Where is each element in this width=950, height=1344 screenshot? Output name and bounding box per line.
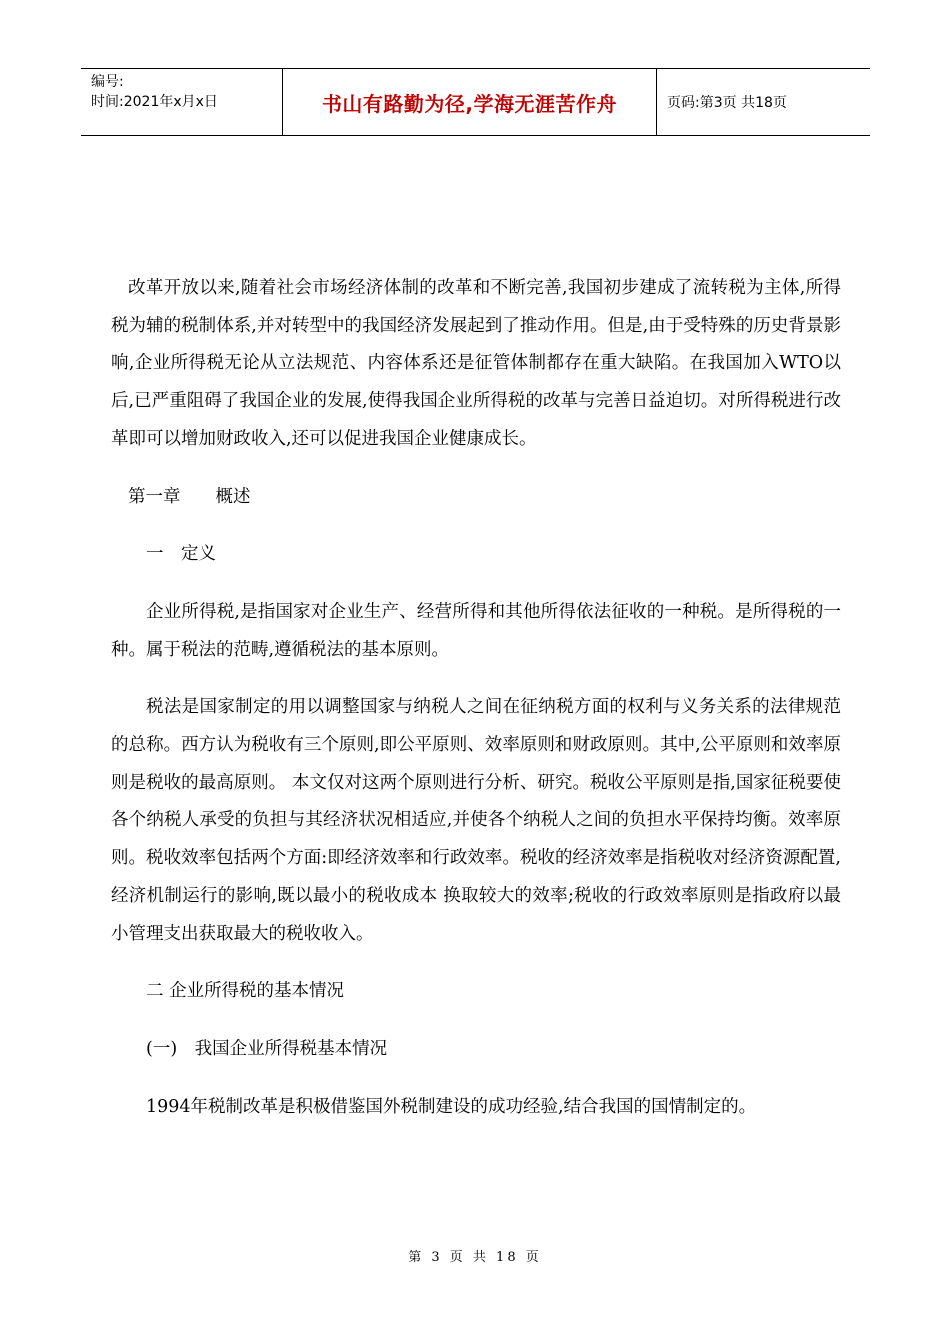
page-footer: 第 3 页 共 18 页	[408, 1250, 542, 1265]
section-heading-basic-info: 二 企业所得税的基本情况	[146, 981, 345, 1002]
reform-paragraph: 1994年税制改革是积极借鉴国外税制建设的成功经验,结合我国的国情制定的。	[146, 1096, 757, 1117]
header-motto: 书山有路勤为径,学海无涯苦作舟	[282, 69, 657, 135]
definition-paragraph: 企业所得税,是指国家对企业生产、经营所得和其他所得依法征收的一种税。是所得税的一种。属于税法的范畴,遵循税法的基本原则。	[111, 601, 841, 660]
document-body	[111, 270, 841, 1126]
header-table	[81, 68, 870, 136]
intro-paragraph: 改革开放以来,随着社会市场经济体制的改革和不断完善,我国初步建成了流转税为主体,所得税为辅的税制体系,并对转型中的我国经济发展起到了推动作用。但是,由于受特殊的历史背景影响,企业所得税无论从立法规范、内容体系还是征管体制都存在重大缺陷。在我国加入WTO以后,已严重阻碍了我国企业的发展,使得我国企业所得税的改革与完善日益迫切。对所得税进行改革即可以增加财政收入,还可以促进我国企业健康成长。	[111, 278, 841, 449]
subsection-heading: (一) 我国企业所得税基本情况	[146, 1038, 388, 1059]
header-page-info: 页码:第3页 共18页	[667, 95, 787, 111]
header-left-cell	[81, 69, 282, 135]
document-time-label: 时间:2021年x月x日	[91, 94, 218, 110]
chapter-heading: 第一章 概述	[128, 486, 251, 507]
section-heading-definition: 一 定义	[146, 544, 216, 565]
document-number-label: 编号:	[91, 74, 124, 90]
tax-law-paragraph: 税法是国家制定的用以调整国家与纳税人之间在征纳税方面的权利与义务关系的法律规范的总称。西方认为税收有三个原则,即公平原则、效率原则和财政原则。其中,公平原则和效率原则是税收的最高原则。 本文仅对这两个原则进行分析、研究。税收公平原则是指,国家征税要使各个纳税人承受的负担与其经济状况相适应,并使各个纳税人之间的负担水平保持均衡。效率原则。税收效率包括两个方面:即经济效率和行政效率。税收的经济效率是指税收对经济资源配置,经济机制运行的影响,既以最小的税收成本 换取较大的效率;税收的行政效率原则是指政府以最小管理支出获取最大的税收收入。	[111, 697, 841, 944]
